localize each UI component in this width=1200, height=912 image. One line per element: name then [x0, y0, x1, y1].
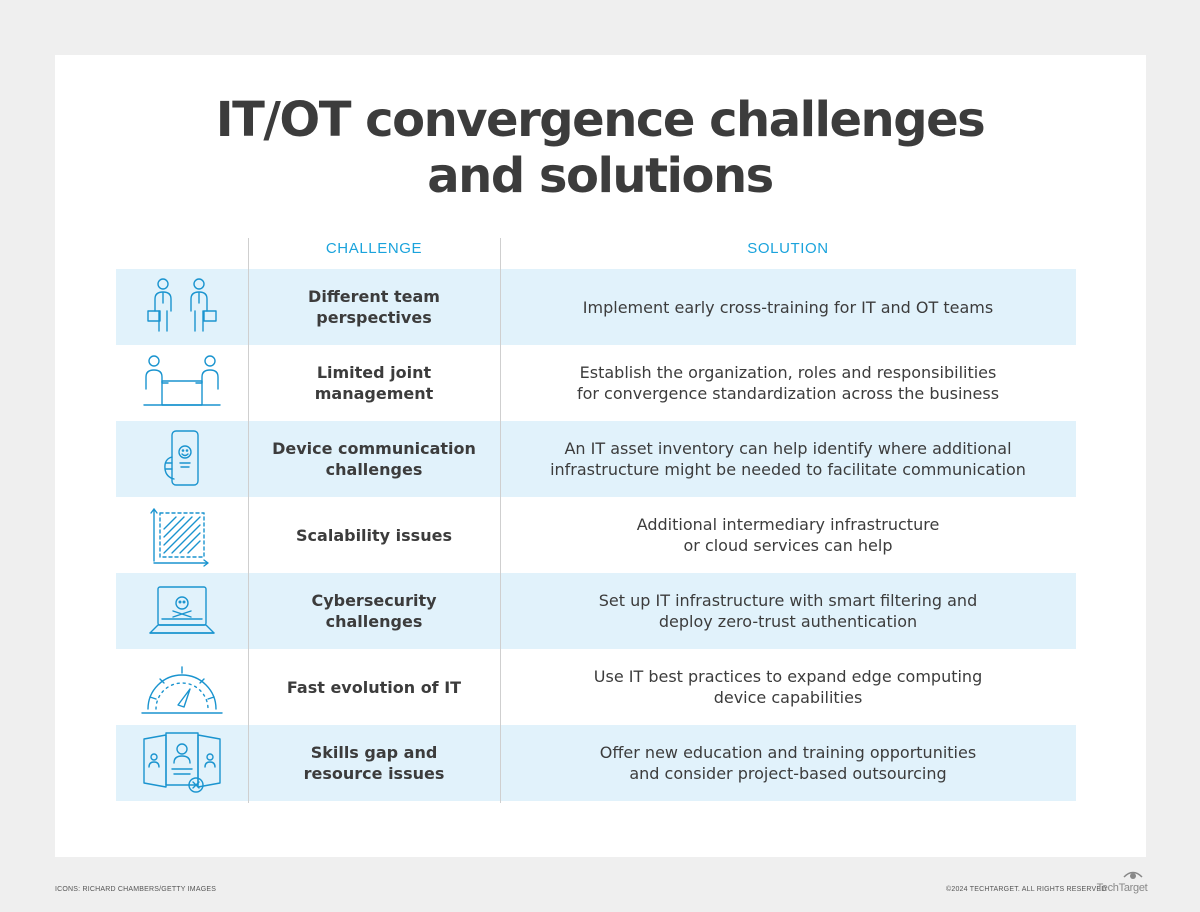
table-row [116, 573, 1076, 649]
table-row [116, 725, 1076, 801]
device-communication-icon [116, 421, 248, 497]
icon-credit: ICONS: RICHARD CHAMBERS/GETTY IMAGES [55, 886, 217, 893]
page-title [0, 92, 1200, 204]
column-divider [500, 238, 501, 803]
title-line-2: and solutions [427, 148, 773, 204]
table-row [116, 421, 1076, 497]
solution-cell: An IT asset inventory can help identify where additional infrastructure might be needed to facilitate communication [550, 439, 1026, 479]
challenge-cell: Cybersecurity challenges [311, 591, 437, 631]
solution-cell: Use IT best practices to expand edge computing device capabilities [593, 667, 983, 707]
challenge-cell: Fast evolution of IT [286, 677, 462, 697]
solution-cell: Offer new education and training opportunities and consider project-based outsourcing [599, 743, 977, 783]
challenge-cell: Different team perspectives [308, 287, 440, 327]
table-row [116, 269, 1076, 345]
scalability-icon [116, 497, 248, 573]
challenge-cell: Device communication challenges [272, 439, 476, 479]
challenge-cell: Skills gap and resource issues [303, 743, 445, 783]
title-line-1: IT/OT convergence challenges [215, 92, 985, 148]
team-perspectives-icon [116, 269, 248, 345]
table-row [116, 345, 1076, 421]
challenge-cell: Limited joint management [314, 363, 434, 403]
table-row [116, 649, 1076, 725]
challenge-cell: Scalability issues [296, 525, 452, 545]
skills-gap-icon [116, 725, 248, 801]
eye-icon [1122, 868, 1144, 882]
solution-cell: Set up IT infrastructure with smart filtering and deploy zero-trust authentication [598, 591, 978, 631]
column-divider [248, 238, 249, 803]
solution-cell: Establish the organization, roles and responsibilities for convergence standardization across the business [576, 363, 1000, 403]
techtarget-logo: TechTarget [1096, 868, 1148, 896]
solution-cell: Additional intermediary infrastructure or cloud services can help [636, 515, 940, 555]
solution-column-header: SOLUTION [747, 240, 829, 257]
speedometer-icon [116, 649, 248, 725]
challenge-column-header: CHALLENGE [325, 240, 423, 257]
cybersecurity-icon [116, 573, 248, 649]
copyright-notice: ©2024 TECHTARGET. ALL RIGHTS RESERVED [946, 886, 1107, 893]
table-row [116, 497, 1076, 573]
solution-cell: Implement early cross-training for IT and OT teams [582, 297, 994, 317]
joint-management-icon [116, 345, 248, 421]
